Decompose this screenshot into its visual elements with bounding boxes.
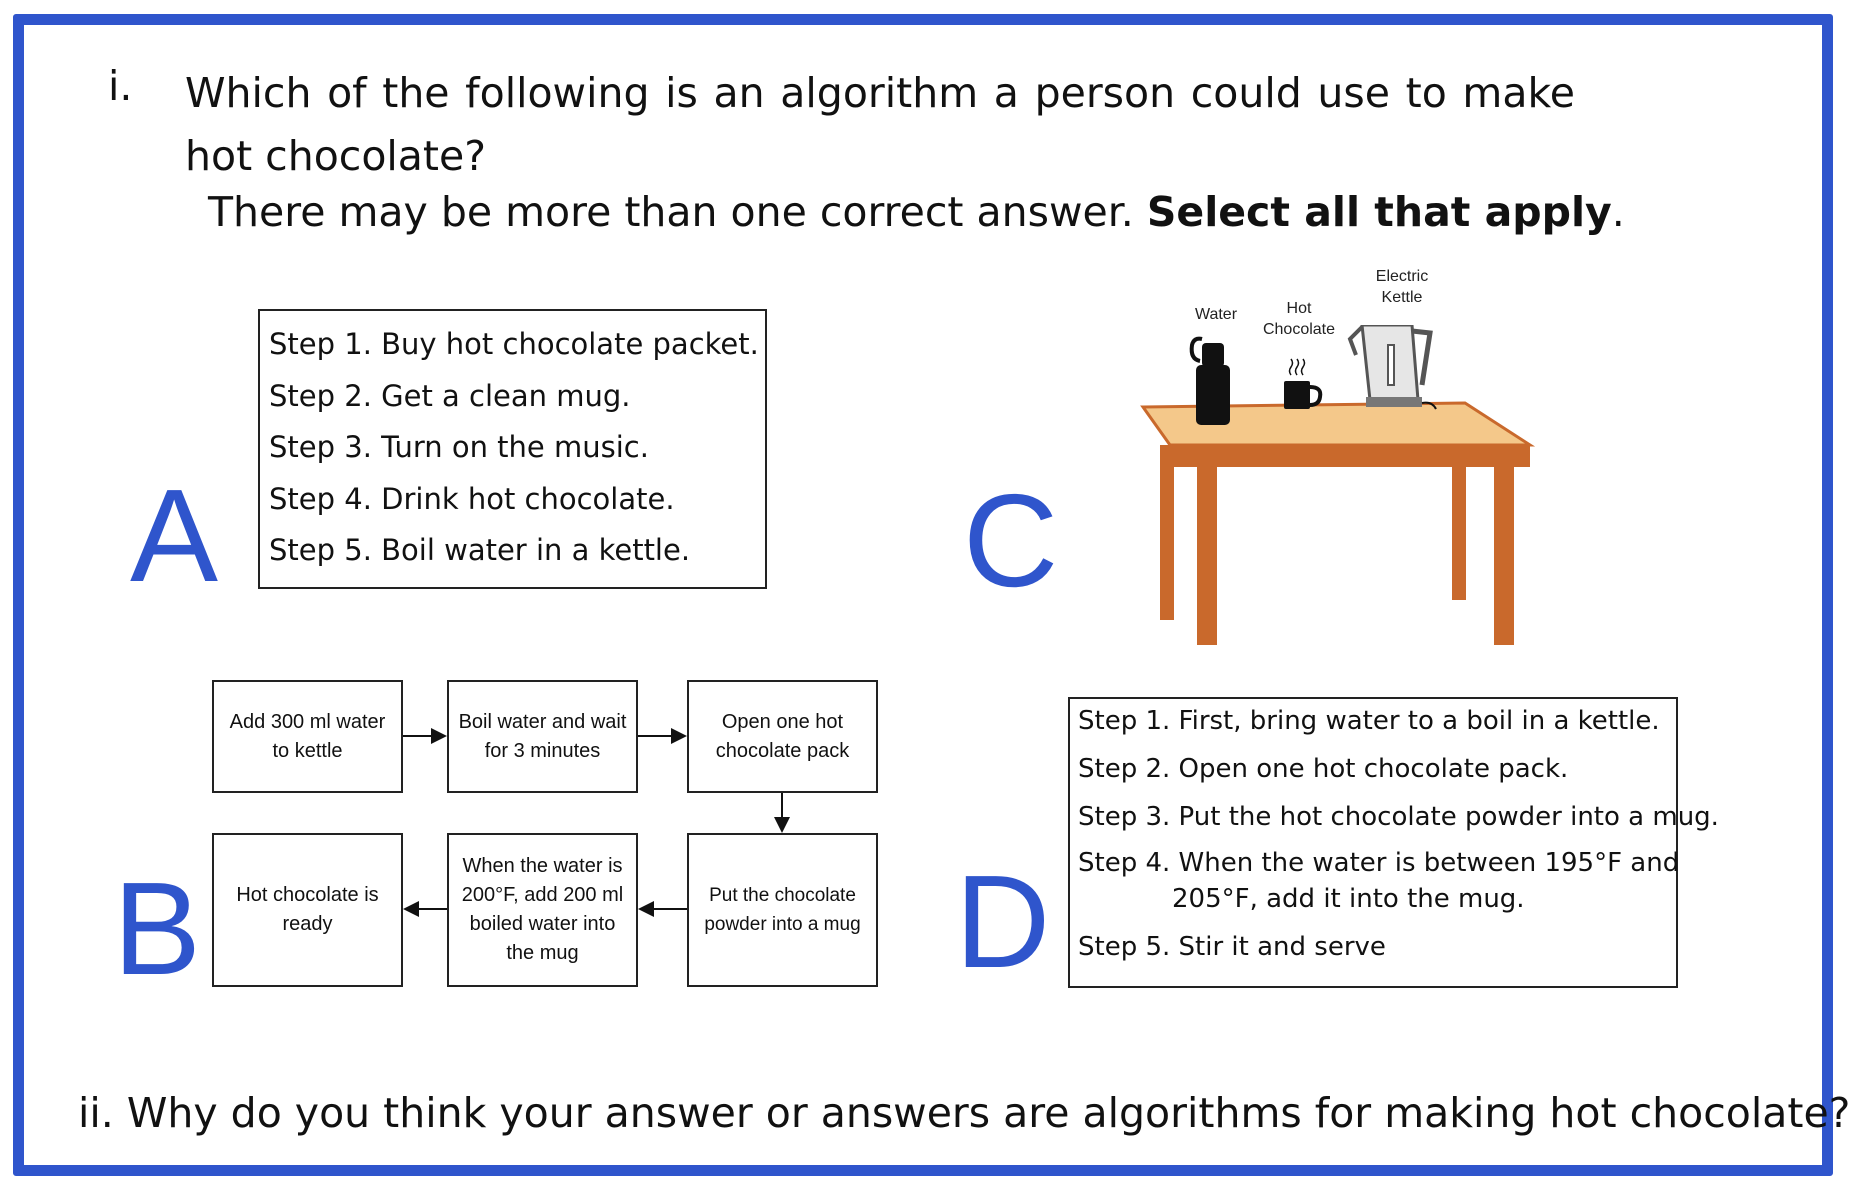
option-d-step xyxy=(1078,845,1680,927)
option-d-letter[interactable]: D xyxy=(955,848,1051,995)
hot-chocolate-label-line: Hot xyxy=(1286,300,1312,317)
option-d-step-continuation: 205°F, add it into the mug. xyxy=(1172,884,1525,914)
option-c-letter[interactable]: C xyxy=(963,467,1059,614)
option-d-step: Step 1. First, bring water to a boil in a kettle. xyxy=(1078,706,1660,736)
option-d-steps-box[interactable] xyxy=(1068,697,1719,988)
flow-step-add-boiled-water[interactable] xyxy=(447,833,638,987)
question-i-text: Which of the following is an algorithm a person could use to make hot chocolate? xyxy=(185,69,1575,180)
flow-text-line: Add 300 ml water xyxy=(229,710,386,733)
option-d-step-text: Step 4. When the water is between 195°F and xyxy=(1078,848,1680,878)
question-i-number: i. xyxy=(108,62,133,110)
hot-chocolate-label-line: Chocolate xyxy=(1262,321,1336,338)
flow-text-line: the mug xyxy=(506,942,579,964)
electric-kettle-label-line: Kettle xyxy=(1381,289,1423,306)
instruction-text: There may be more than one correct answer. xyxy=(208,188,1147,236)
flow-text-line: powder into a mug xyxy=(704,914,861,935)
flow-text-line: Boil water and wait xyxy=(458,710,627,733)
option-a-step: Step 2. Get a clean mug. xyxy=(269,378,631,413)
flow-text-line: Put the chocolate xyxy=(709,885,856,906)
flow-text-line: boiled water into xyxy=(469,913,616,935)
flow-text-line: Open one hot xyxy=(721,710,844,733)
instruction-emphasis: Select all that apply xyxy=(1146,188,1612,236)
flow-text-line: Hot chocolate is xyxy=(236,884,379,906)
flow-step-put-powder[interactable] xyxy=(687,833,878,987)
flow-text-line: 200°F, add 200 ml xyxy=(461,884,624,906)
option-d-step: Step 5. Stir it and serve xyxy=(1078,932,1386,962)
flow-text-line: for 3 minutes xyxy=(484,739,601,762)
option-d-step: Step 2. Open one hot chocolate pack. xyxy=(1078,754,1569,784)
flow-text-line: When the water is xyxy=(462,855,623,877)
option-a-step: Step 3. Turn on the music. xyxy=(269,430,649,464)
option-a-letter[interactable]: A xyxy=(130,462,219,609)
option-d-step: Step 3. Put the hot chocolate powder into a mug. xyxy=(1078,802,1719,832)
flow-step-ready[interactable] xyxy=(212,833,403,987)
option-a-step: Step 4. Drink hot chocolate. xyxy=(269,481,675,516)
flow-text-line: chocolate pack xyxy=(715,739,850,762)
question-ii-text: ii. Why do you think your answer or answers are algorithms for making hot chocolate? xyxy=(78,1089,1851,1137)
flow-step-open-pack[interactable] xyxy=(687,680,878,793)
electric-kettle-label-line: Electric xyxy=(1375,268,1429,285)
option-a-step: Step 1. Buy hot chocolate packet. xyxy=(269,327,759,361)
flow-text-line: to kettle xyxy=(272,739,343,762)
water-label: Water xyxy=(1194,306,1238,323)
instruction-period: . xyxy=(1611,188,1625,236)
flow-step-add-water[interactable] xyxy=(212,680,403,793)
option-a-step: Step 5. Boil water in a kettle. xyxy=(269,533,691,567)
flow-step-boil-water[interactable] xyxy=(447,680,638,793)
flow-text-line: ready xyxy=(282,913,333,935)
option-b-letter[interactable]: B xyxy=(113,855,202,1002)
